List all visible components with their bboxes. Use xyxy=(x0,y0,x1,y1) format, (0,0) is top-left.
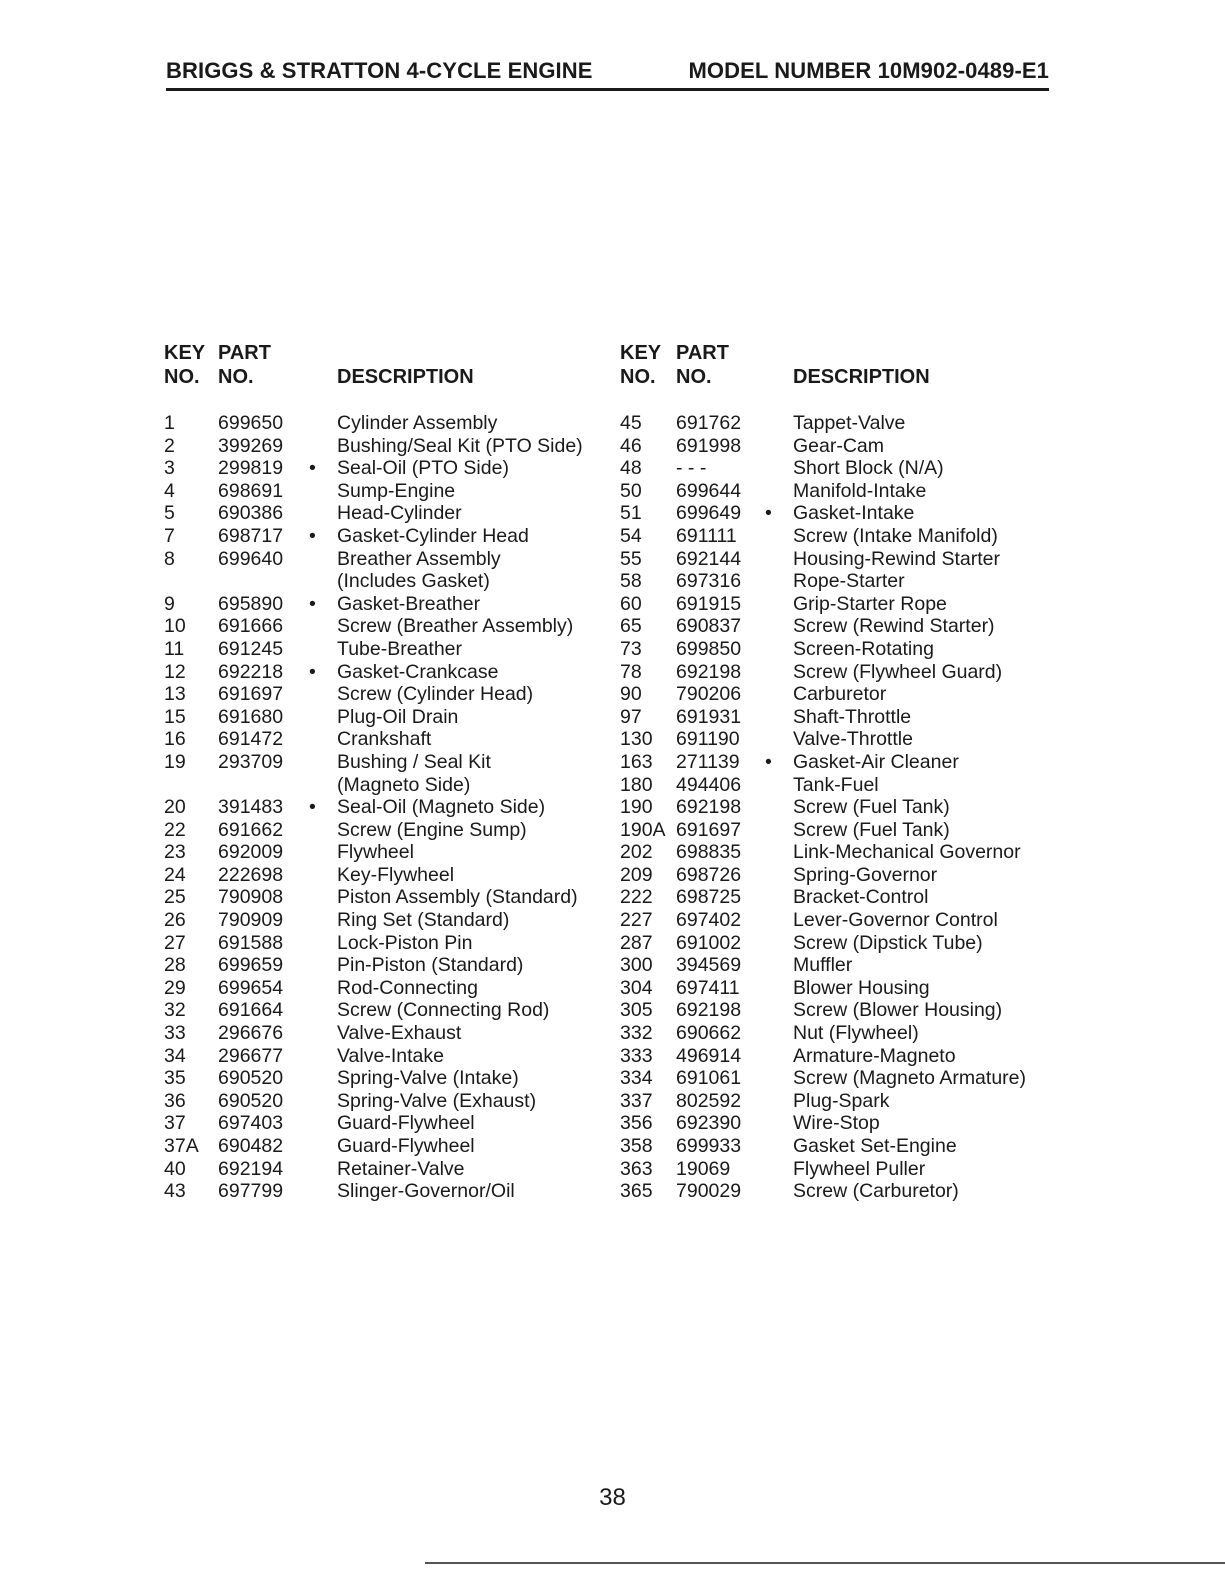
key-number: 5 xyxy=(164,502,175,525)
part-description: Screw (Cylinder Head) xyxy=(337,683,534,706)
engine-title: BRIGGS & STRATTON 4-CYCLE ENGINE xyxy=(166,58,593,83)
key-number: 78 xyxy=(620,660,642,683)
key-number: 25 xyxy=(164,886,186,909)
part-description: Gasket Set-Engine xyxy=(793,1135,957,1157)
part-number: 695890 xyxy=(218,592,284,615)
page-number: 38 xyxy=(599,1484,626,1511)
part-number: 802592 xyxy=(676,1089,742,1112)
part-number: 699933 xyxy=(676,1135,742,1157)
key-number: 12 xyxy=(164,660,186,683)
part-description: Screw (Breather Assembly) xyxy=(337,615,574,638)
part-number: 691002 xyxy=(676,931,742,954)
key-number: 10 xyxy=(164,615,186,638)
part-description: Spring-Valve (Intake) xyxy=(337,1067,519,1090)
part-description: Guard-Flywheel xyxy=(337,1112,475,1135)
part-description: Screw (Engine Sump) xyxy=(337,818,527,841)
key-number: 222 xyxy=(620,886,653,909)
key-number: 22 xyxy=(164,818,186,841)
part-number: 691111 xyxy=(676,524,737,547)
key-number: 97 xyxy=(620,705,642,728)
part-number: 698835 xyxy=(676,841,742,864)
part-description: Sump-Engine xyxy=(337,479,456,502)
part-description: Gasket-Air Cleaner xyxy=(793,750,959,773)
key-number: 363 xyxy=(620,1157,653,1180)
part-description: Muffler xyxy=(793,954,853,977)
part-number: 692009 xyxy=(218,841,284,864)
bullet-marker: • xyxy=(309,457,316,480)
key-number: 40 xyxy=(164,1157,186,1180)
part-description: Shaft-Throttle xyxy=(793,705,912,728)
part-description: Gear-Cam xyxy=(793,434,885,457)
key-number: 227 xyxy=(620,909,653,932)
part-description: Rope-Starter xyxy=(793,570,905,593)
part-description: Bushing / Seal Kit xyxy=(337,750,491,773)
part-number: 692198 xyxy=(676,660,742,683)
key-number: 51 xyxy=(620,502,642,525)
part-description: Carburetor xyxy=(793,683,887,706)
part-number: 222698 xyxy=(218,863,284,886)
key-number: 287 xyxy=(620,931,653,954)
part-number: 698725 xyxy=(676,886,742,909)
part-number: 691245 xyxy=(218,637,284,660)
part-description: Bracket-Control xyxy=(793,886,929,909)
part-number: 698717 xyxy=(218,524,284,547)
part-number: 690520 xyxy=(218,1089,284,1112)
part-number: 790206 xyxy=(676,683,742,706)
part-description: Flywheel xyxy=(337,841,414,864)
part-number: 399269 xyxy=(218,434,284,457)
part-description: Screw (Magneto Armature) xyxy=(793,1067,1027,1090)
page-header xyxy=(166,58,1049,91)
part-number: 692198 xyxy=(676,796,742,819)
part-number: 691762 xyxy=(676,412,742,434)
key-number: 45 xyxy=(620,412,642,434)
part-number: 691472 xyxy=(218,728,284,751)
key-number: 60 xyxy=(620,592,642,615)
part-number: 691680 xyxy=(218,705,284,728)
part-number: - - - xyxy=(676,457,707,480)
key-number: 27 xyxy=(164,931,186,954)
part-description: Screw (Carburetor) xyxy=(793,1180,959,1203)
key-number: 24 xyxy=(164,863,186,886)
key-number: 20 xyxy=(164,796,186,819)
key-number: 46 xyxy=(620,434,642,457)
bullet-marker: • xyxy=(309,592,316,615)
part-description: Spring-Valve (Exhaust) xyxy=(337,1089,537,1112)
key-number: 32 xyxy=(164,999,186,1022)
part-description: Link-Mechanical Governor xyxy=(793,841,1021,864)
key-number: 334 xyxy=(620,1067,653,1090)
key-number: 300 xyxy=(620,954,653,977)
key-number: 3 xyxy=(164,457,175,480)
part-description: Valve-Intake xyxy=(337,1044,444,1067)
part-number: 19069 xyxy=(676,1157,731,1180)
part-description: Manifold-Intake xyxy=(793,479,927,502)
part-description: Crankshaft xyxy=(337,728,432,751)
part-number: 699850 xyxy=(676,637,742,660)
key-number: 34 xyxy=(164,1044,186,1067)
part-description: Cylinder Assembly xyxy=(337,412,498,434)
key-number: 356 xyxy=(620,1112,653,1135)
part-description: Wire-Stop xyxy=(793,1112,880,1135)
part-number: 697799 xyxy=(218,1180,284,1203)
key-number: 19 xyxy=(164,750,186,773)
description-header: DESCRIPTION xyxy=(793,366,930,388)
part-description: Tappet-Valve xyxy=(793,412,906,434)
part-description: Blower Housing xyxy=(793,976,930,999)
part-number: 699640 xyxy=(218,547,284,570)
part-description: (Includes Gasket) xyxy=(337,570,490,593)
part-number: 494406 xyxy=(676,773,742,796)
part-description: (Magneto Side) xyxy=(337,773,471,796)
key-number: 365 xyxy=(620,1180,653,1203)
part-description: Screw (Blower Housing) xyxy=(793,999,1003,1022)
key-number: 73 xyxy=(620,637,642,660)
part-number: 690386 xyxy=(218,502,284,525)
part-number: 296676 xyxy=(218,1022,284,1045)
key-number: 55 xyxy=(620,547,642,570)
part-number: 699644 xyxy=(676,479,742,502)
part-description: Seal-Oil (Magneto Side) xyxy=(337,796,546,819)
part-number: 691662 xyxy=(218,818,284,841)
key-number: 304 xyxy=(620,976,653,999)
key-number: 50 xyxy=(620,479,642,502)
part-header-top: PART xyxy=(676,342,729,364)
part-description: Spring-Governor xyxy=(793,863,938,886)
part-description: Gasket-Cylinder Head xyxy=(337,524,529,547)
part-number: 692144 xyxy=(676,547,742,570)
part-description: Head-Cylinder xyxy=(337,502,462,525)
key-number: 190 xyxy=(620,796,653,819)
part-number: 691931 xyxy=(676,705,742,728)
key-number: 305 xyxy=(620,999,653,1022)
part-number: 691588 xyxy=(218,931,284,954)
part-number: 691697 xyxy=(676,818,742,841)
part-description: Slinger-Governor/Oil xyxy=(337,1180,515,1203)
key-number: 4 xyxy=(164,479,175,502)
key-number: 28 xyxy=(164,954,186,977)
part-number: 691190 xyxy=(676,728,740,751)
part-description: Rod-Connecting xyxy=(337,976,478,999)
part-description: Screw (Dipstick Tube) xyxy=(793,931,983,954)
part-number: 691061 xyxy=(676,1067,742,1090)
key-number: 333 xyxy=(620,1044,653,1067)
key-header-top: KEY xyxy=(164,342,206,364)
part-description: Screw (Fuel Tank) xyxy=(793,796,950,819)
part-number: 692198 xyxy=(676,999,742,1022)
key-number: 29 xyxy=(164,976,186,999)
part-description: Grip-Starter Rope xyxy=(793,592,947,615)
part-number: 690662 xyxy=(676,1022,742,1045)
part-number: 691664 xyxy=(218,999,284,1022)
key-number: 202 xyxy=(620,841,653,864)
scan-edge-line xyxy=(425,1562,1225,1564)
part-number: 391483 xyxy=(218,796,284,819)
key-number: 15 xyxy=(164,705,186,728)
key-number: 37A xyxy=(164,1135,199,1157)
key-number: 9 xyxy=(164,592,175,615)
key-number: 180 xyxy=(620,773,653,796)
key-number: 1 xyxy=(164,412,175,434)
part-number: 697316 xyxy=(676,570,742,593)
key-number: 209 xyxy=(620,863,653,886)
part-description: Piston Assembly (Standard) xyxy=(337,886,578,909)
model-number: MODEL NUMBER 10M902-0489-E1 xyxy=(688,58,1049,83)
part-description: Gasket-Crankcase xyxy=(337,660,499,683)
part-description: Valve-Exhaust xyxy=(337,1022,462,1045)
part-number: 691666 xyxy=(218,615,284,638)
part-header-bottom: NO. xyxy=(676,366,712,388)
part-number: 692390 xyxy=(676,1112,742,1135)
part-number: 699650 xyxy=(218,412,284,434)
key-number: 130 xyxy=(620,728,653,751)
part-number: 699659 xyxy=(218,954,284,977)
part-number: 296677 xyxy=(218,1044,284,1067)
part-number: 790908 xyxy=(218,886,284,909)
key-number: 65 xyxy=(620,615,642,638)
part-description: Lock-Piston Pin xyxy=(337,931,473,954)
part-description: Armature-Magneto xyxy=(793,1044,956,1067)
part-description: Key-Flywheel xyxy=(337,863,455,886)
key-number: 37 xyxy=(164,1112,186,1135)
part-description: Housing-Rewind Starter xyxy=(793,547,1001,570)
part-description: Pin-Piston (Standard) xyxy=(337,954,524,977)
part-description: Screw (Intake Manifold) xyxy=(793,524,998,547)
part-number: 692194 xyxy=(218,1157,284,1180)
key-number: 35 xyxy=(164,1067,186,1090)
key-number: 43 xyxy=(164,1180,186,1203)
part-number: 699654 xyxy=(218,976,284,999)
part-description: Nut (Flywheel) xyxy=(793,1022,919,1045)
key-number: 13 xyxy=(164,683,186,706)
key-number: 23 xyxy=(164,841,186,864)
key-number: 26 xyxy=(164,909,186,932)
part-description: Short Block (N/A) xyxy=(793,457,944,480)
key-number: 337 xyxy=(620,1089,653,1112)
bullet-marker: • xyxy=(309,660,316,683)
part-description: Screen-Rotating xyxy=(793,637,934,660)
part-number: 790909 xyxy=(218,909,284,932)
part-description: Screw (Rewind Starter) xyxy=(793,615,995,638)
part-description: Tube-Breather xyxy=(337,637,463,660)
part-number: 691998 xyxy=(676,434,742,457)
part-description: Lever-Governor Control xyxy=(793,909,998,932)
part-number: 690837 xyxy=(676,615,742,638)
part-number: 691915 xyxy=(676,592,742,615)
key-number: 48 xyxy=(620,457,642,480)
description-header: DESCRIPTION xyxy=(337,366,474,388)
part-number: 690520 xyxy=(218,1067,284,1090)
key-number: 7 xyxy=(164,524,175,547)
part-number: 697411 xyxy=(676,976,740,999)
part-description: Breather Assembly xyxy=(337,547,501,570)
part-description: Screw (Flywheel Guard) xyxy=(793,660,1003,683)
part-description: Bushing/Seal Kit (PTO Side) xyxy=(337,434,583,457)
part-number: 394569 xyxy=(676,954,742,977)
part-number: 699649 xyxy=(676,502,742,525)
bullet-marker: • xyxy=(765,502,772,525)
part-description: Screw (Connecting Rod) xyxy=(337,999,550,1022)
key-number: 358 xyxy=(620,1135,653,1157)
part-description: Plug-Spark xyxy=(793,1089,890,1112)
part-number: 271139 xyxy=(676,750,740,773)
key-header-bottom: NO. xyxy=(620,366,656,388)
part-number: 691697 xyxy=(218,683,284,706)
key-number: 33 xyxy=(164,1022,186,1045)
part-description: Flywheel Puller xyxy=(793,1157,926,1180)
part-description: Guard-Flywheel xyxy=(337,1135,475,1157)
bullet-marker: • xyxy=(309,524,316,547)
key-number: 36 xyxy=(164,1089,186,1112)
part-number: 790029 xyxy=(676,1180,742,1203)
key-header-bottom: NO. xyxy=(164,366,200,388)
key-number: 190A xyxy=(620,818,666,841)
part-number: 299819 xyxy=(218,457,284,480)
part-header-bottom: NO. xyxy=(218,366,254,388)
part-number: 698691 xyxy=(218,479,284,502)
part-description: Gasket-Breather xyxy=(337,592,481,615)
key-header-top: KEY xyxy=(620,342,662,364)
key-number: 332 xyxy=(620,1022,653,1045)
part-description: Tank-Fuel xyxy=(793,773,879,796)
part-description: Ring Set (Standard) xyxy=(337,909,510,932)
part-number: 496914 xyxy=(676,1044,742,1067)
part-number: 692218 xyxy=(218,660,284,683)
part-description: Screw (Fuel Tank) xyxy=(793,818,950,841)
key-number: 11 xyxy=(164,637,185,660)
part-number: 697403 xyxy=(218,1112,284,1135)
key-number: 16 xyxy=(164,728,186,751)
part-description: Plug-Oil Drain xyxy=(337,705,459,728)
key-number: 54 xyxy=(620,524,642,547)
part-header-top: PART xyxy=(218,342,271,364)
part-description: Retainer-Valve xyxy=(337,1157,465,1180)
key-number: 58 xyxy=(620,570,642,593)
key-number: 90 xyxy=(620,683,642,706)
part-number: 293709 xyxy=(218,750,284,773)
part-description: Valve-Throttle xyxy=(793,728,913,751)
part-description: Seal-Oil (PTO Side) xyxy=(337,457,509,480)
bullet-marker: • xyxy=(765,750,772,773)
part-number: 698726 xyxy=(676,863,742,886)
part-number: 697402 xyxy=(676,909,742,932)
part-number: 690482 xyxy=(218,1135,284,1157)
bullet-marker: • xyxy=(309,796,316,819)
key-number: 8 xyxy=(164,547,175,570)
part-description: Gasket-Intake xyxy=(793,502,915,525)
key-number: 2 xyxy=(164,434,175,457)
key-number: 163 xyxy=(620,750,653,773)
